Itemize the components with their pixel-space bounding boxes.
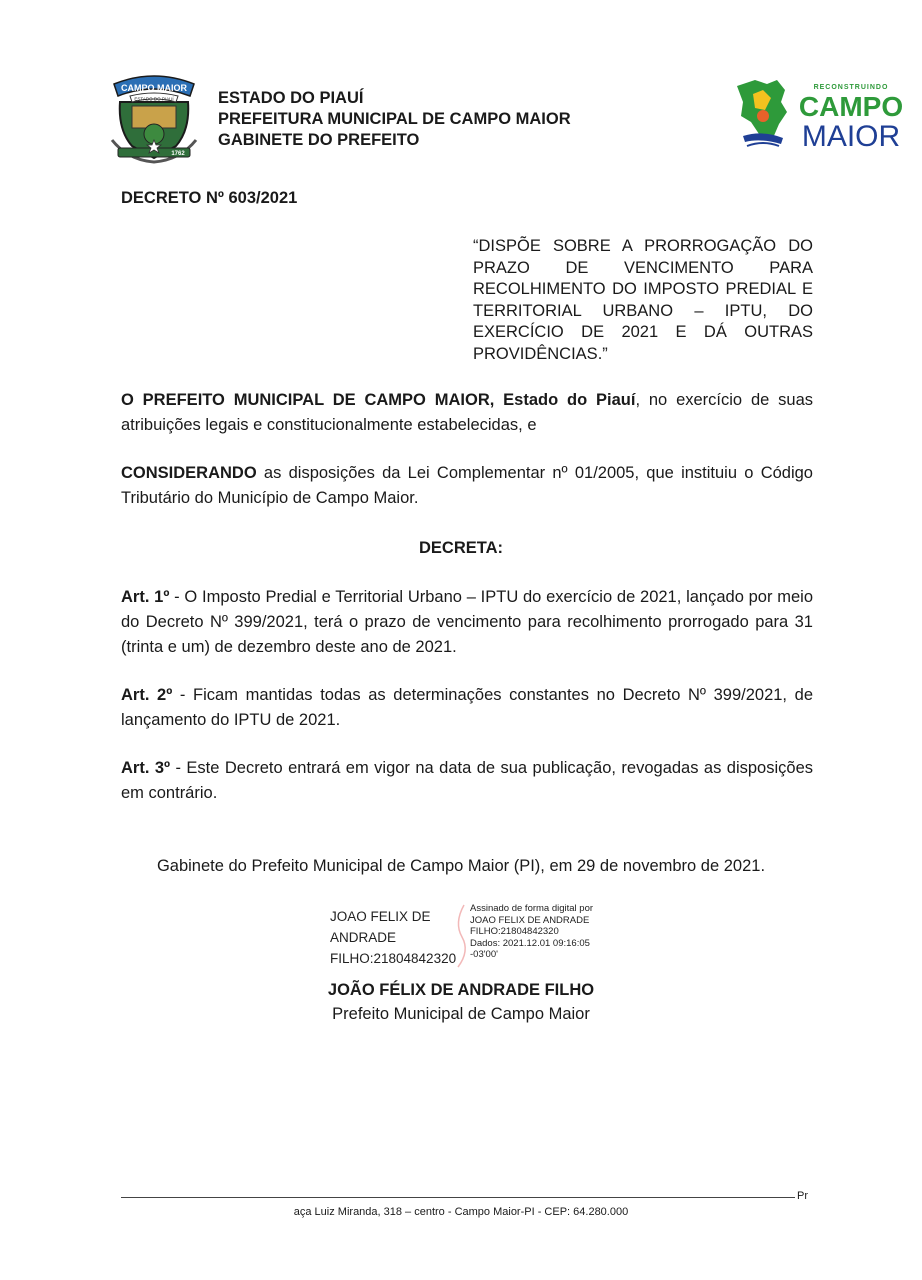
decree-ementa: “DISPÕE SOBRE A PRORROGAÇÃO DO PRAZO DE VENCIMENTO PARA RECOLHIMENTO DO IMPOSTO PREDIAL E TERRITORIAL URBANO – IPTU, DO EXERCÍCIO DE 2021 E DÁ OUTRAS PROVIDÊNCIAS.” [473, 237, 813, 363]
article-2-label: Art. 2º [121, 686, 173, 704]
signature-name-line1: JOAO FELIX DE [330, 909, 431, 924]
considerando-label: CONSIDERANDO [121, 464, 257, 482]
digital-info-line3: FILHO:21804842320 [470, 926, 559, 937]
article-2 [121, 683, 813, 733]
digital-info-line1: Assinado de forma digital por [470, 903, 594, 914]
municipal-crest [108, 70, 200, 166]
place-date: Gabinete do Prefeito Municipal de Campo Maior (PI), em 29 de novembro de 2021. [156, 857, 766, 875]
logo-line1-text: CAMPO [798, 91, 904, 122]
crest-year-text: 1762 [171, 151, 185, 157]
article-3-label: Art. 3º [121, 759, 171, 777]
digital-info-line2: JOAO FELIX DE ANDRADE [470, 914, 590, 926]
reconstruindo-campo-maior-logo [733, 76, 905, 154]
preamble-bold: O PREFEITO MUNICIPAL DE CAMPO MAIOR, Estado do Piauí [121, 391, 636, 409]
signature-name-line3: FILHO:21804842320 [330, 951, 457, 966]
signer-title: Prefeito Municipal de Campo Maior [332, 1005, 590, 1023]
footer-address: aça Luiz Miranda, 318 – centro - Campo Maior-PI - CEP: 64.280.000 [293, 1206, 629, 1218]
digital-signature [330, 903, 630, 969]
article-3 [121, 756, 813, 806]
header-prefecture: PREFEITURA MUNICIPAL DE CAMPO MAIOR [218, 110, 571, 128]
digital-info-line5: -03'00' [470, 949, 498, 960]
decree-number: DECRETO Nº 603/2021 [121, 189, 298, 207]
signature-name-line2: ANDRADE [330, 930, 397, 945]
decreta-heading: DECRETA: [418, 539, 504, 557]
preamble-text: , no exercício de suas atribuições legais e constitucionalmente estabelecidas, e [121, 391, 813, 434]
crest-banner-text: CAMPO MAIOR [121, 83, 187, 93]
article-1-text: - O Imposto Predial e Territorial Urbano – IPTU do exercício de 2021, lançado por meio do Decreto Nº 399/2021, terá o prazo de vencimento para recolhimento prorrogado para 31 (trinta e um) de dezembro deste ano de 2021. [121, 588, 814, 656]
logo-line2-text: MAIOR [801, 120, 901, 153]
footer-divider [121, 1197, 795, 1198]
article-3-text: - Este Decreto entrará em vigor na data de sua publicação, revogadas as disposições em contrário. [121, 759, 813, 802]
footer-pr: Pr [797, 1190, 808, 1202]
signer-name: JOÃO FÉLIX DE ANDRADE FILHO [327, 981, 595, 999]
digital-info-line4: Dados: 2021.12.01 09:16:05 [470, 937, 590, 949]
logo-small-text: RECONSTRUINDO [813, 84, 889, 91]
header-office: GABINETE DO PREFEITO [218, 131, 420, 149]
considerando-text: as disposições da Lei Complementar nº 01/2005, que instituiu o Código Tributário do Município de Campo Maior. [121, 464, 813, 507]
considerando-paragraph [121, 461, 813, 511]
preamble-paragraph [121, 388, 813, 438]
crest-ribbon-text: ESTADO DO PIAUÍ [134, 96, 174, 102]
article-1-label: Art. 1º [121, 588, 170, 606]
signature-digital-info [470, 903, 593, 961]
article-2-text: - Ficam mantidas todas as determinações constantes no Decreto Nº 399/2021, de lançamento do IPTU de 2021. [121, 686, 814, 729]
header-block [218, 88, 571, 151]
header-state: ESTADO DO PIAUÍ [218, 89, 364, 107]
signature-name-block [330, 906, 456, 969]
article-1 [121, 585, 813, 660]
